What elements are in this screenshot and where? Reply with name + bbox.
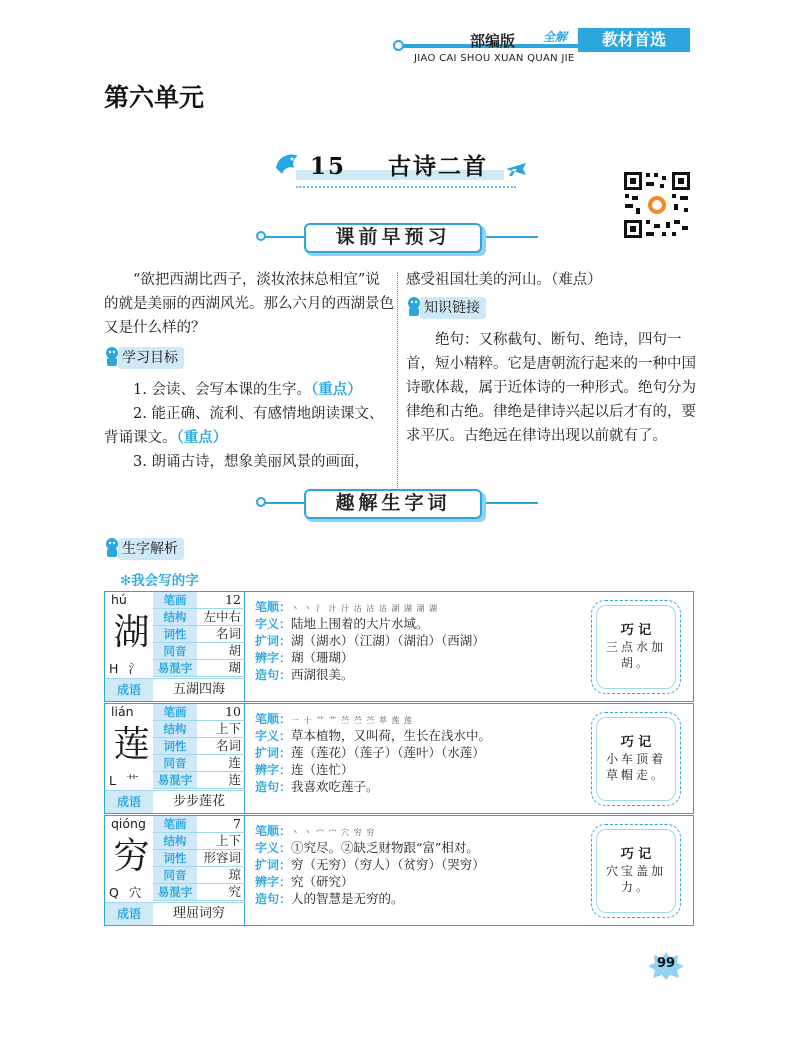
attr-row: 词性 名词 <box>153 738 245 755</box>
detail-meaning: 字义：草本植物，又叫荷，生长在浅水中。 <box>255 728 492 743</box>
char-card <box>104 815 694 926</box>
memory-tip <box>591 600 681 694</box>
airplane-icon <box>505 160 527 178</box>
char-attrs <box>153 704 245 789</box>
attr-row: 易混字 连 <box>153 772 245 789</box>
char-attrs <box>153 816 245 901</box>
char-radical: 艹 <box>125 773 139 788</box>
goal-item: 3. 朗诵古诗，想象美丽风景的画面， <box>133 454 369 470</box>
char-glyph: 莲 <box>113 724 150 765</box>
section-rule-dot <box>256 231 266 241</box>
detail-meaning: 字义：陆地上围着的大片水域。 <box>255 616 429 631</box>
attr-row: 结构 上下 <box>153 833 245 850</box>
section-title-preview: 课前早预习 <box>304 223 482 253</box>
attr-row: 结构 上下 <box>153 721 245 738</box>
attr-row: 易混字 瑚 <box>153 660 245 677</box>
detail-meaning: 字义：①究尽。②缺乏财物跟“富”相对。 <box>255 840 479 855</box>
preview-intro: “欲把西湖比西子，淡妆浓抹总相宜”说的就是美丽的西湖风光。那么六月的西湖景色又是什么样的？ <box>104 272 394 336</box>
char-pinyin: hú <box>111 592 127 607</box>
detail-distinguish: 辨字：瑚（珊瑚） <box>255 650 354 665</box>
write-chars-label: ✻我会写的字 <box>120 573 199 589</box>
section-rule-right <box>486 236 538 238</box>
char-card-info <box>105 592 245 701</box>
char-glyph: 穷 <box>113 836 150 877</box>
detail-sentence: 造句：人的智慧是无穷的。 <box>255 891 404 906</box>
section-rule-left <box>262 502 310 504</box>
detail-distinguish: 辨字：究（研究） <box>255 874 354 889</box>
detail-expand: 扩词：莲（莲花）（莲子）（莲叶）（水莲） <box>255 745 485 760</box>
char-details <box>255 598 585 683</box>
char-idiom: 成语 步步莲花 <box>105 790 245 813</box>
qr-code[interactable] <box>622 170 692 240</box>
detail-order: 笔顺：丶 丶 氵 汁 汁 沽 沽 沽 湖 湖 湖 湖 <box>255 600 438 614</box>
attr-row: 词性 名词 <box>153 626 245 643</box>
goal-item: 1. 会读、会写本课的生字。（重点） <box>133 381 362 398</box>
char-details <box>255 710 585 795</box>
vocab-sub-label: 生字解析 <box>118 538 184 560</box>
char-pinyin: lián <box>111 704 134 719</box>
char-idiom: 成语 五湖四海 <box>105 678 245 701</box>
char-card-info <box>105 704 245 813</box>
detail-distinguish: 辨字：连（连忙） <box>255 762 354 777</box>
lesson-name: 古诗二首 <box>388 153 489 180</box>
memory-tip <box>591 712 681 806</box>
header-rule-dot <box>393 40 404 51</box>
char-initial: Q <box>109 885 119 900</box>
char-initial: H <box>109 661 119 676</box>
column-divider <box>397 272 398 508</box>
char-index <box>109 883 141 901</box>
char-card <box>104 591 694 702</box>
knowledge-label: 知识链接 <box>420 297 486 319</box>
page-number: 99 <box>656 956 676 971</box>
attr-row: 笔画 10 <box>153 704 245 721</box>
lesson-title <box>310 148 488 181</box>
header-logo: 全解 <box>543 30 568 44</box>
attr-row: 易混字 究 <box>153 884 245 901</box>
goals-label: 学习目标 <box>118 347 184 369</box>
char-index <box>109 659 141 677</box>
header-edition: 部编版 <box>470 32 516 50</box>
detail-order: 笔顺：一 十 艹 艹 苎 苎 苎 萃 莲 莲 <box>255 712 413 726</box>
attr-row: 同音 胡 <box>153 643 245 660</box>
header-subtitle: JIAO CAI SHOU XUAN QUAN JIE <box>414 53 575 64</box>
goal-item: 2. 能正确、流利、有感情地朗读课文、背诵课文。（重点） <box>104 406 384 446</box>
knowledge-text: 绝句：又称截句、断句、绝诗，四句一首，短小精粹。它是唐朝流行起来的一种中国诗歌体裁，属于近体诗的一种形式。绝句分为律绝和古绝。律绝是律诗兴起以后才有的，要求平仄。古绝远在律诗出现以前就有了。 <box>406 332 696 444</box>
char-card <box>104 703 694 814</box>
attr-row: 同音 琼 <box>153 867 245 884</box>
section-rule-right <box>486 502 538 504</box>
char-pinyin: qióng <box>111 816 146 831</box>
lesson-banner-dots <box>296 186 516 188</box>
memory-tip-text: 穴宝盖加力。 <box>605 864 666 894</box>
memory-tip <box>591 824 681 918</box>
memory-tip-title: 巧 记 <box>620 847 652 862</box>
detail-expand: 扩词：湖（湖水）（江湖）（湖泊）（西湖） <box>255 633 485 648</box>
char-card-info <box>105 816 245 925</box>
goal-item-continued: 感受祖国壮美的河山。（难点） <box>406 272 602 288</box>
char-glyph: 湖 <box>113 612 150 653</box>
char-radical: 氵 <box>128 661 141 676</box>
attr-row: 笔画 12 <box>153 592 245 609</box>
detail-sentence: 造句：我喜欢吃莲子。 <box>255 779 379 794</box>
attr-row: 同音 连 <box>153 755 245 772</box>
attr-row: 笔画 7 <box>153 816 245 833</box>
section-title-vocab: 趣解生字词 <box>304 489 482 519</box>
dolphin-icon <box>272 146 302 182</box>
char-initial: L <box>109 773 116 788</box>
char-idiom: 成语 理屈词穷 <box>105 902 245 925</box>
detail-expand: 扩词：穷（无穷）（穷人）（贫穷）（哭穷） <box>255 857 485 872</box>
goals-list <box>104 378 394 474</box>
lesson-number: 15 <box>310 153 347 180</box>
attr-row: 结构 左中右 <box>153 609 245 626</box>
memory-tip-title: 巧 记 <box>620 735 652 750</box>
header-brand: 教材首选 <box>578 28 690 52</box>
char-details <box>255 822 585 907</box>
attr-row: 词性 形容词 <box>153 850 245 867</box>
memory-tip-title: 巧 记 <box>620 623 652 638</box>
char-attrs <box>153 592 245 677</box>
detail-order: 笔顺：丶 丶 宀 宀 穴 穷 穷 <box>255 824 376 838</box>
detail-sentence: 造句：西湖很美。 <box>255 667 354 682</box>
section-rule-dot <box>256 497 266 507</box>
memory-tip-text: 小车顶着草帽走。 <box>605 752 666 782</box>
unit-title: 第六单元 <box>104 83 205 112</box>
char-index <box>109 771 138 789</box>
memory-tip-text: 三点水加胡。 <box>605 640 666 670</box>
section-rule-left <box>262 236 310 238</box>
char-radical: 穴 <box>128 885 142 900</box>
